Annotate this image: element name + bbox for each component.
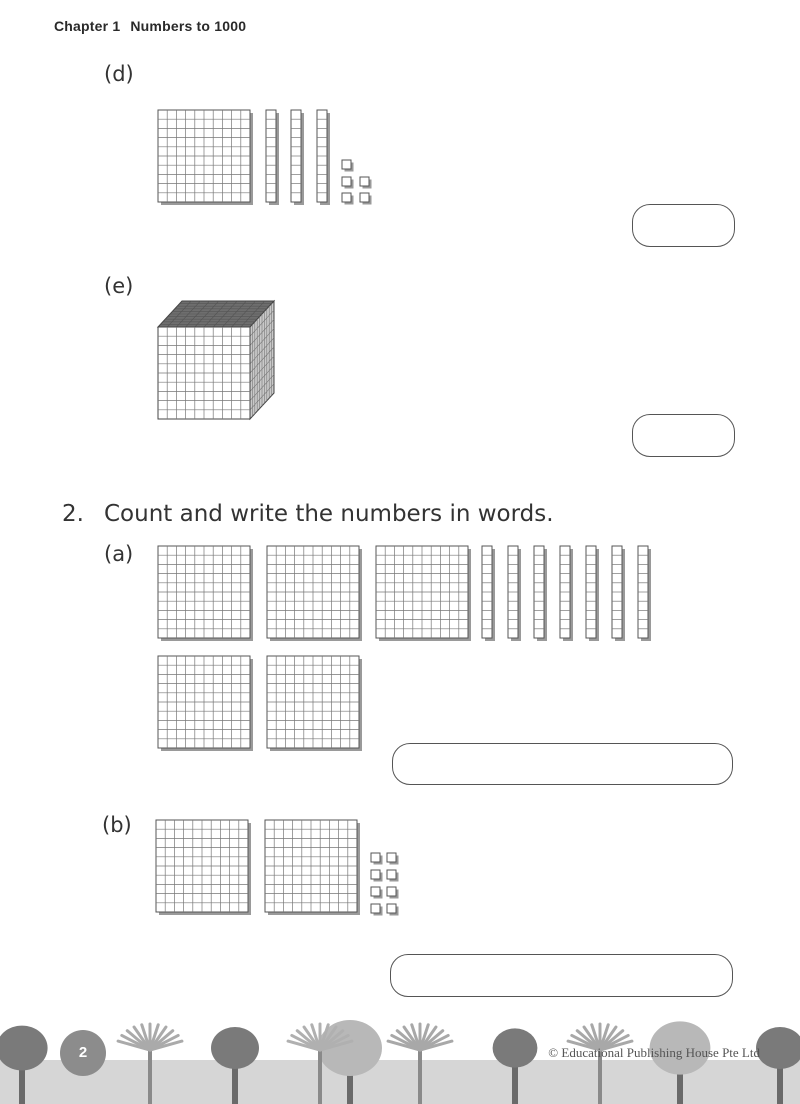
copyright-text: © Educational Publishing House Pte Ltd [548, 1045, 760, 1060]
palm-trunk [318, 1045, 322, 1104]
one-cube [371, 887, 383, 899]
one-cube [371, 904, 383, 916]
hundred-flat [267, 656, 362, 751]
ten-rod [508, 546, 521, 641]
one-cube [387, 904, 399, 916]
part-e-answer-box[interactable] [632, 414, 735, 457]
footer-trees [0, 1020, 800, 1104]
hundred-flat [156, 820, 251, 915]
part-a-label: (a) [104, 542, 134, 566]
part-d-blocks [150, 100, 410, 215]
ten-rod [291, 110, 304, 205]
ten-rod [482, 546, 495, 641]
chapter-title: Numbers to 1000 [130, 18, 247, 34]
question-2-text: Count and write the numbers in words. [104, 501, 554, 527]
part-b-label: (b) [102, 813, 132, 837]
hundred-flat [158, 546, 253, 641]
thousand-cube [158, 301, 274, 419]
one-cube [342, 160, 354, 172]
palm-trunk [418, 1045, 422, 1104]
palm-trunk [148, 1045, 152, 1104]
part-d-answer-box[interactable] [632, 204, 735, 247]
ten-rod [612, 546, 625, 641]
part-b-blocks [150, 812, 410, 922]
part-b-answer-box[interactable] [390, 954, 733, 997]
one-cube [360, 177, 372, 189]
part-e-label: (e) [104, 274, 134, 298]
ten-rod [638, 546, 651, 641]
one-cube [371, 870, 383, 882]
hundred-flat [267, 546, 362, 641]
question-2-number: 2. [62, 501, 84, 527]
part-d-label: (d) [104, 62, 134, 86]
one-cube [387, 853, 399, 865]
part-a-answer-box[interactable] [392, 743, 733, 785]
hundred-flat [376, 546, 471, 641]
ten-rod [560, 546, 573, 641]
hundred-flat [158, 110, 253, 205]
hundred-flat [265, 820, 360, 915]
ten-rod [317, 110, 330, 205]
one-cube [387, 870, 399, 882]
one-cube [371, 853, 383, 865]
ten-rod [586, 546, 599, 641]
ten-rod [266, 110, 279, 205]
page-number-badge: 2 [60, 1030, 106, 1076]
one-cube [342, 193, 354, 205]
tree-canopy [493, 1028, 538, 1067]
one-cube [342, 177, 354, 189]
part-a-blocks [150, 540, 670, 755]
one-cube [360, 193, 372, 205]
part-e-thousand-cube [150, 295, 290, 430]
hundred-flat [158, 656, 253, 751]
footer-tree-decoration [0, 1020, 800, 1104]
chapter-header [54, 18, 256, 34]
tree-canopy [211, 1027, 259, 1069]
one-cube [387, 887, 399, 899]
ten-rod [534, 546, 547, 641]
chapter-number: Chapter 1 [54, 18, 121, 34]
